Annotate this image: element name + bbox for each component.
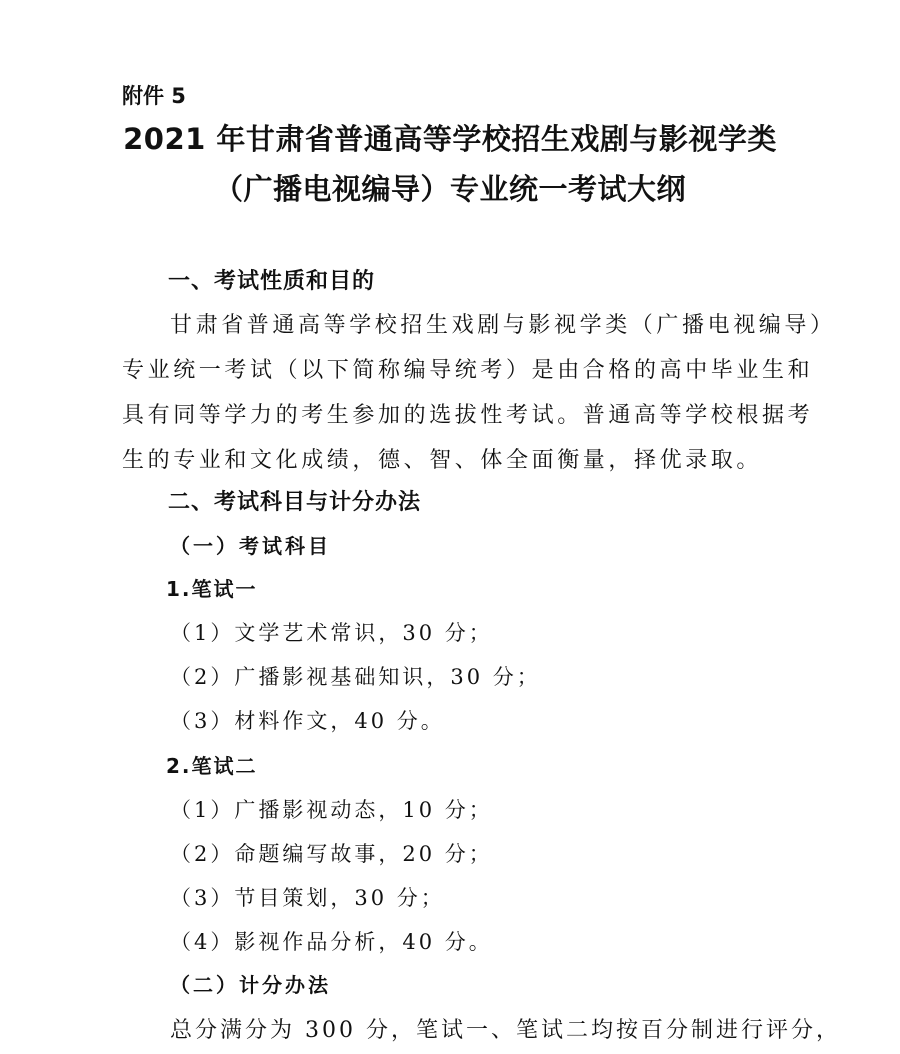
exam-2-item: （3）节目策划，30 分； <box>170 886 445 910</box>
exam-1-item: （2）广播影视基础知识，30 分； <box>170 665 541 689</box>
exam-1-item: （1）文学艺术常识，30 分； <box>170 621 493 645</box>
attachment-label: 附件 5 <box>122 84 186 108</box>
document-title-line-2: （广播电视编导）专业统一考试大纲 <box>213 172 686 206</box>
exam-2-item: （1）广播影视动态，10 分； <box>170 798 493 822</box>
section-heading-nature-purpose: 一、考试性质和目的 <box>168 269 376 294</box>
exam-2-item: （4）影视作品分析，40 分。 <box>170 930 493 954</box>
section-heading-subjects-scoring: 二、考试科目与计分办法 <box>168 490 422 515</box>
paragraph-line: 生的专业和文化成绩，德、智、体全面衡量，择优录取。 <box>122 448 763 473</box>
paragraph-line: 甘肃省普通高等学校招生戏剧与影视学类（广播电视编导） <box>170 313 836 338</box>
exam-1-item: （3）材料作文，40 分。 <box>170 709 445 733</box>
paragraph-line: 具有同等学力的考生参加的选拔性考试。普通高等学校根据考 <box>122 403 814 428</box>
document-title-line-1: 2021 年甘肃省普通高等学校招生戏剧与影视学类 <box>123 122 777 156</box>
scoring-text-line: 总分满分为 300 分，笔试一、笔试二均按百分制进行评分， <box>170 1018 841 1043</box>
exam-2-item: （2）命题编写故事，20 分； <box>170 842 493 866</box>
paragraph-line: 专业统一考试（以下简称编导统考）是由合格的高中毕业生和 <box>122 358 814 383</box>
subsection-heading-subjects: （一）考试科目 <box>170 534 331 558</box>
exam-1-label: 1.笔试一 <box>166 577 258 601</box>
subsection-heading-scoring: （二）计分办法 <box>170 973 331 997</box>
exam-2-label: 2.笔试二 <box>166 754 258 778</box>
